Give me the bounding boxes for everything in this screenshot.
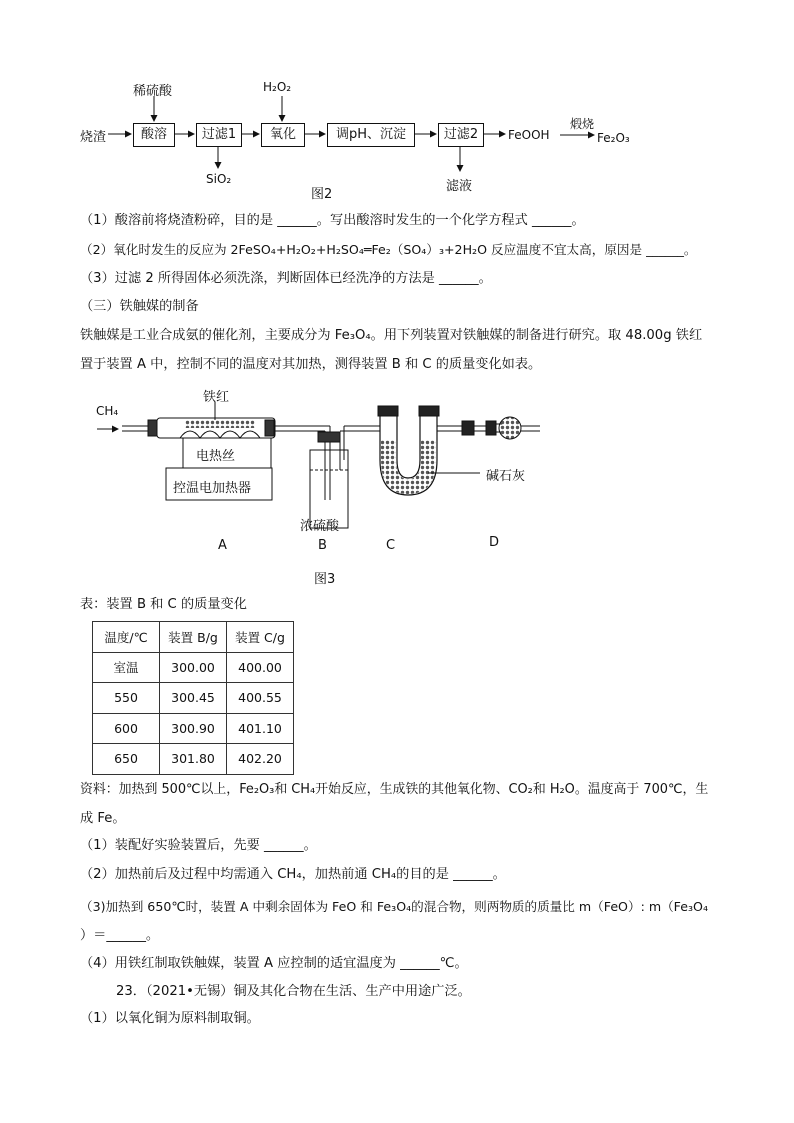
flow-reagent-acid: 稀硫酸 [133, 84, 173, 99]
table-cell: 402.20 [227, 744, 294, 775]
info-line-2: 成 Fe。 [80, 811, 126, 826]
flow-arrow-calcine: 煅烧 [570, 117, 595, 131]
table-cell: 室温 [93, 652, 160, 683]
table-cell: 600 [93, 713, 160, 744]
table-cell: 301.80 [160, 744, 227, 775]
flow-out-filtrate: 滤液 [446, 179, 473, 194]
flow-step-oxidize: 氧化 [261, 123, 305, 147]
table-header-row [93, 622, 294, 653]
flow-start: 烧渣 [80, 130, 107, 145]
question-23-1: （1）以氧化铜为原料制取铜。 [80, 1011, 260, 1026]
intro-line-2: 置于装置 A 中，控制不同的温度对其加热，测得装置 B 和 C 的质量变化如表。 [80, 357, 542, 372]
info-line-1: 资料：加热到 500℃以上，Fe₂O₃和 CH₄开始反应，生成铁的其他氧化物、CO₂和 H₂O。温度高于 700℃，生 [80, 782, 709, 797]
flow-product-feooh: FeOOH [508, 128, 550, 142]
label-conc-acid: 浓硫酸 [300, 519, 340, 534]
table-row [93, 683, 294, 714]
intro-line-1: 铁触媒是工业合成氨的催化剂，主要成分为 Fe₃O₄。用下列装置对铁触媒的制备进行研究。取 48.00g 铁红 [80, 328, 703, 343]
table-title: 表：装置 B 和 C 的质量变化 [80, 597, 247, 612]
table-header: 温度/℃ [93, 622, 160, 653]
flow-out-sio2: SiO₂ [206, 172, 232, 186]
question-2-3a: （3)加热到 650℃时，装置 A 中剩余固体为 FeO 和 Fe₃O₄的混合物，则两物质的质量比 m（FeO）: m（Fe₃O₄ [80, 899, 708, 914]
label-heating-wire: 电热丝 [196, 449, 236, 464]
label-c: C [386, 538, 396, 553]
question-2-1: （1）装配好实验装置后，先要 ______。 [80, 838, 317, 853]
table-cell: 400.55 [227, 683, 294, 714]
question-1: （1）酸溶前将烧渣粉碎，目的是 ______。写出酸溶时发生的一个化学方程式 ______。 [80, 213, 585, 228]
table-row [93, 744, 294, 775]
question-2: （2）氧化时发生的反应为 2FeSO₄+H₂O₂+H₂SO₄═Fe₂（SO₄）₃+2H₂O 反应温度不宜太高，原因是 ______。 [80, 242, 697, 257]
table-cell: 300.00 [160, 652, 227, 683]
question-2-3b: ）＝______。 [80, 928, 160, 943]
table-header: 装置 C/g [227, 622, 294, 653]
table-header: 装置 B/g [160, 622, 227, 653]
table-row [93, 652, 294, 683]
question-3: （3）过滤 2 所得固体必须洗涤，判断固体已经洗净的方法是 ______。 [80, 271, 492, 286]
mass-change-table [92, 621, 294, 775]
question-23: 23．（2021•无锡）铜及其化合物在生活、生产中用途广泛。 [116, 984, 471, 999]
flow-step-filter1: 过滤1 [196, 123, 242, 147]
question-2-2: （2）加热前后及过程中均需通入 CH₄，加热前通 CH₄的目的是 ______。 [80, 867, 506, 882]
table-cell: 650 [93, 744, 160, 775]
label-heater: 控温电加热器 [173, 481, 252, 496]
flow-arrows [0, 0, 794, 200]
flow-product-fe2o3: Fe₂O₃ [597, 131, 630, 145]
apparatus-drawing [0, 380, 794, 580]
section-heading: （三）铁触媒的制备 [80, 299, 199, 314]
label-a: A [218, 538, 227, 553]
flow-step-dissolve: 酸溶 [133, 123, 175, 147]
apparatus-caption: 图3 [314, 572, 336, 587]
label-soda-lime: 碱石灰 [486, 469, 526, 484]
label-iron-red: 铁红 [203, 390, 230, 405]
flow-step-ph: 调pH、沉淀 [327, 123, 415, 147]
table-cell: 300.45 [160, 683, 227, 714]
table-cell: 401.10 [227, 713, 294, 744]
flow-reagent-h2o2: H₂O₂ [263, 80, 292, 94]
table-cell: 550 [93, 683, 160, 714]
flow-step-filter2: 过滤2 [438, 123, 484, 147]
flow-caption: 图2 [311, 187, 333, 202]
question-2-4: （4）用铁红制取铁触媒，装置 A 应控制的适宜温度为 ______℃。 [80, 956, 468, 971]
table-cell: 400.00 [227, 652, 294, 683]
table-cell: 300.90 [160, 713, 227, 744]
label-b: B [318, 538, 327, 553]
label-ch4: CH₄ [96, 404, 119, 418]
table-row [93, 713, 294, 744]
label-d: D [489, 535, 500, 550]
